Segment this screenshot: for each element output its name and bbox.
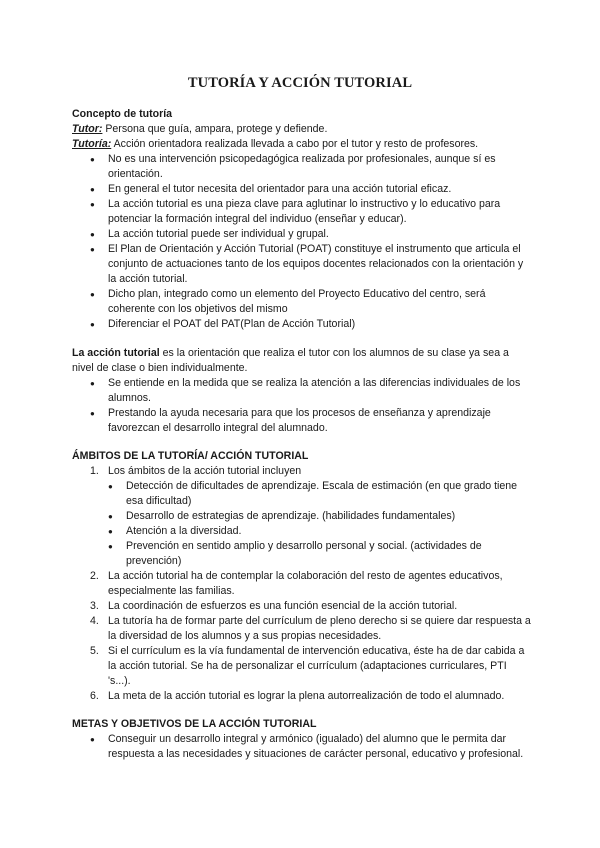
item-number: 6. bbox=[90, 690, 99, 702]
ambitos-numbered-list bbox=[72, 464, 532, 704]
accion-bullet-list bbox=[72, 376, 532, 436]
term-accion-tutorial: La acción tutorial bbox=[72, 347, 160, 359]
definition-tutoria bbox=[72, 137, 532, 152]
list-item: ● En general el tutor necesita del orientador para una acción tutorial eficaz. bbox=[72, 182, 532, 197]
item-text: Si el currículum es la vía fundamental de intervención educativa, éste ha de dar cabida a la acción tutorial. Se ha de personalizar el currículum (adaptaciones curriculares, PTI 's...). bbox=[108, 645, 525, 687]
numbered-item bbox=[72, 689, 532, 704]
list-item: ● Prestando la ayuda necesaria para que los procesos de enseñanza y aprendizaje favorezcan el desarrollo integral del alumnado. bbox=[72, 406, 532, 436]
sub-list-item: ● Desarrollo de estrategias de aprendizaje. (habilidades fundamentales) bbox=[72, 509, 532, 524]
definition-tutoria-text: Acción orientadora realizada llevada a cabo por el tutor y resto de profesores. bbox=[111, 138, 479, 150]
section-heading-ambitos: ÁMBITOS DE LA TUTORÍA/ ACCIÓN TUTORIAL bbox=[72, 450, 309, 462]
item-number: 1. bbox=[90, 465, 99, 477]
numbered-item bbox=[72, 569, 532, 599]
list-item: ● Diferenciar el POAT del PAT(Plan de Acción Tutorial) bbox=[72, 317, 532, 332]
term-tutor: Tutor: bbox=[72, 123, 103, 135]
document-body bbox=[72, 107, 532, 762]
list-item: ● La acción tutorial es una pieza clave para aglutinar lo instructivo y lo educativo para potenciar la formación integral del individuo (enseñar y educar). bbox=[72, 197, 532, 227]
item-number: 2. bbox=[90, 570, 99, 582]
numbered-item bbox=[72, 599, 532, 614]
numbered-item bbox=[72, 644, 532, 689]
item-text: La coordinación de esfuerzos es una función esencial de la acción tutorial. bbox=[108, 600, 458, 612]
item-number: 4. bbox=[90, 615, 99, 627]
list-item: ● El Plan de Orientación y Acción Tutorial (POAT) constituye el instrumento que articula el conjunto de actuaciones tanto de los equipos docentes relacionados con la orientación y la acción tutorial. bbox=[72, 242, 532, 287]
accion-tutorial-text: es la orientación que realiza el tutor con los alumnos de su clase ya sea a nivel de clase o bien individualmente. bbox=[72, 347, 509, 374]
term-tutoria: Tutoría: bbox=[72, 138, 112, 150]
accion-tutorial-paragraph bbox=[72, 346, 532, 376]
item-text: La tutoría ha de formar parte del currículum de pleno derecho si se quiere dar respuesta a la diversidad de los alumnos y a sus propias necesidades. bbox=[108, 615, 531, 642]
item-text: La meta de la acción tutorial es lograr la plena autorrealización de todo el alumnado. bbox=[108, 690, 505, 702]
item-text: La acción tutorial ha de contemplar la colaboración del resto de agentes educativos, especialmente las familias. bbox=[108, 570, 503, 597]
list-item: ● No es una intervención psicopedagógica realizada por profesionales, aunque sí es orientación. bbox=[72, 152, 532, 182]
item-number: 5. bbox=[90, 645, 99, 657]
list-item: ● La acción tutorial puede ser individual y grupal. bbox=[72, 227, 532, 242]
numbered-item bbox=[72, 614, 532, 644]
sub-list-item: ● Prevención en sentido amplio y desarrollo personal y social. (actividades de prevención) bbox=[72, 539, 532, 569]
definition-tutor bbox=[72, 122, 532, 137]
ambitos-sub-list bbox=[72, 479, 532, 569]
definition-tutor-text: Persona que guía, ampara, protege y defiende. bbox=[102, 123, 328, 135]
page-title: TUTORÍA Y ACCIÓN TUTORIAL bbox=[187, 75, 413, 91]
list-item: ● Dicho plan, integrado como un elemento del Proyecto Educativo del centro, será coherente con los objetivos del mismo bbox=[72, 287, 532, 317]
list-item: ● Conseguir un desarrollo integral y armónico (igualado) del alumno que le permita dar respuesta a las necesidades y situaciones de carácter personal, educativo y profesional. bbox=[72, 732, 532, 762]
metas-bullet-list bbox=[72, 732, 532, 762]
list-item: ● Se entiende en la medida que se realiza la atención a las diferencias individuales de los alumnos. bbox=[72, 376, 532, 406]
item-text: Los ámbitos de la acción tutorial incluyen bbox=[108, 465, 302, 477]
item-number: 3. bbox=[90, 600, 99, 612]
numbered-item bbox=[72, 464, 532, 569]
section-heading-metas: METAS Y OBJETIVOS DE LA ACCIÓN TUTORIAL bbox=[72, 718, 317, 730]
concepto-bullet-list bbox=[72, 152, 532, 332]
section-heading-concepto: Concepto de tutoría bbox=[72, 108, 173, 120]
sub-list-item: ● Detección de dificultades de aprendizaje. Escala de estimación (en que grado tiene esa dificultad) bbox=[72, 479, 532, 509]
sub-list-item: ● Atención a la diversidad. bbox=[72, 524, 532, 539]
